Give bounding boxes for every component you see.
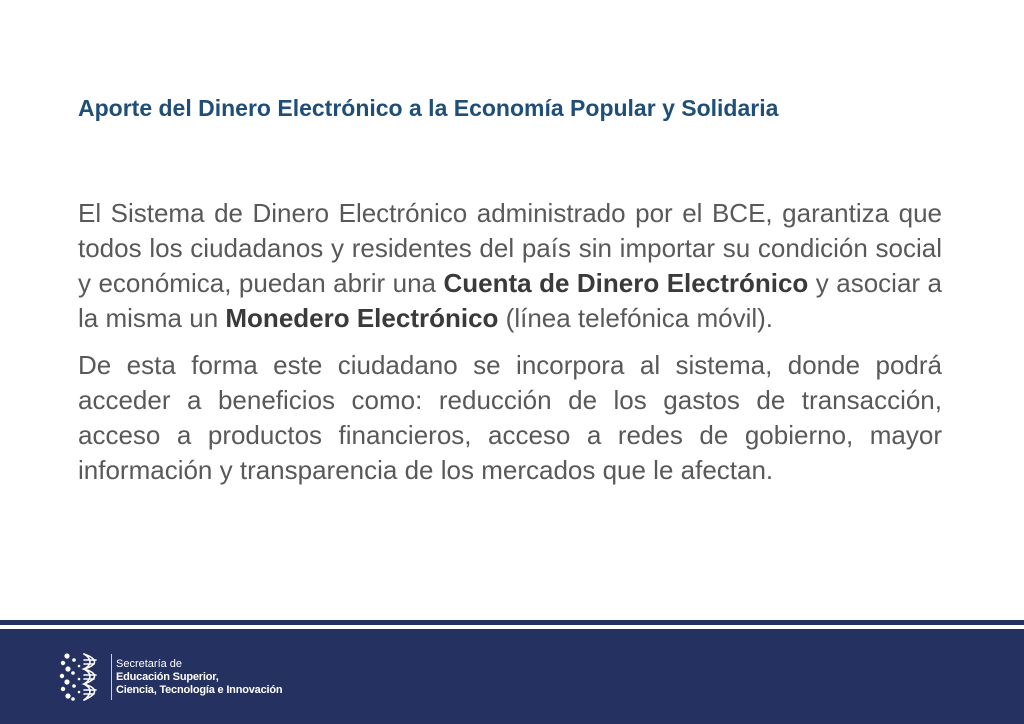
logo-line-ciencia: Ciencia, Tecnología e Innovación [116,684,283,696]
paragraph-1-text-1: El Sistema de Dinero Electrónico administrado por el BCE, garantiza que todos los ciudadanos y residentes del país sin importar su condición social y económica, puedan abrir una [78,198,942,298]
paragraph-1-bold-monedero: Monedero Electrónico [225,303,499,333]
logo-line-educacion: Educación Superior, [116,671,219,683]
logo-line-secretaria: Secretaría de [116,658,183,670]
paragraph-1-text-2: y asociar a la misma un [78,268,942,333]
paragraph-2: De esta forma este ciudadano se incorpora al sistema, donde podrá acceder a beneficios como: reducción de los gastos de transacción, acceso a productos financieros, acceso a redes de gobierno, mayor información y transparencia de los mercados que le afectan. [78,350,942,485]
logo-text [116,658,316,697]
paragraph-1 [78,196,942,336]
paragraph-1-text-3: (línea telefónica móvil). [498,303,773,333]
paragraph-1-bold-cuenta: Cuenta de Dinero Electrónico [443,268,809,298]
logo-divider [111,654,112,700]
senescyt-logo [58,651,318,703]
dotted-helix-logo-icon [58,651,106,703]
slide-body [78,196,942,488]
footer-stripe-gap [0,625,1024,627]
slide-title: Aporte del Dinero Electrónico a la Economía Popular y Solidaria [78,95,779,121]
